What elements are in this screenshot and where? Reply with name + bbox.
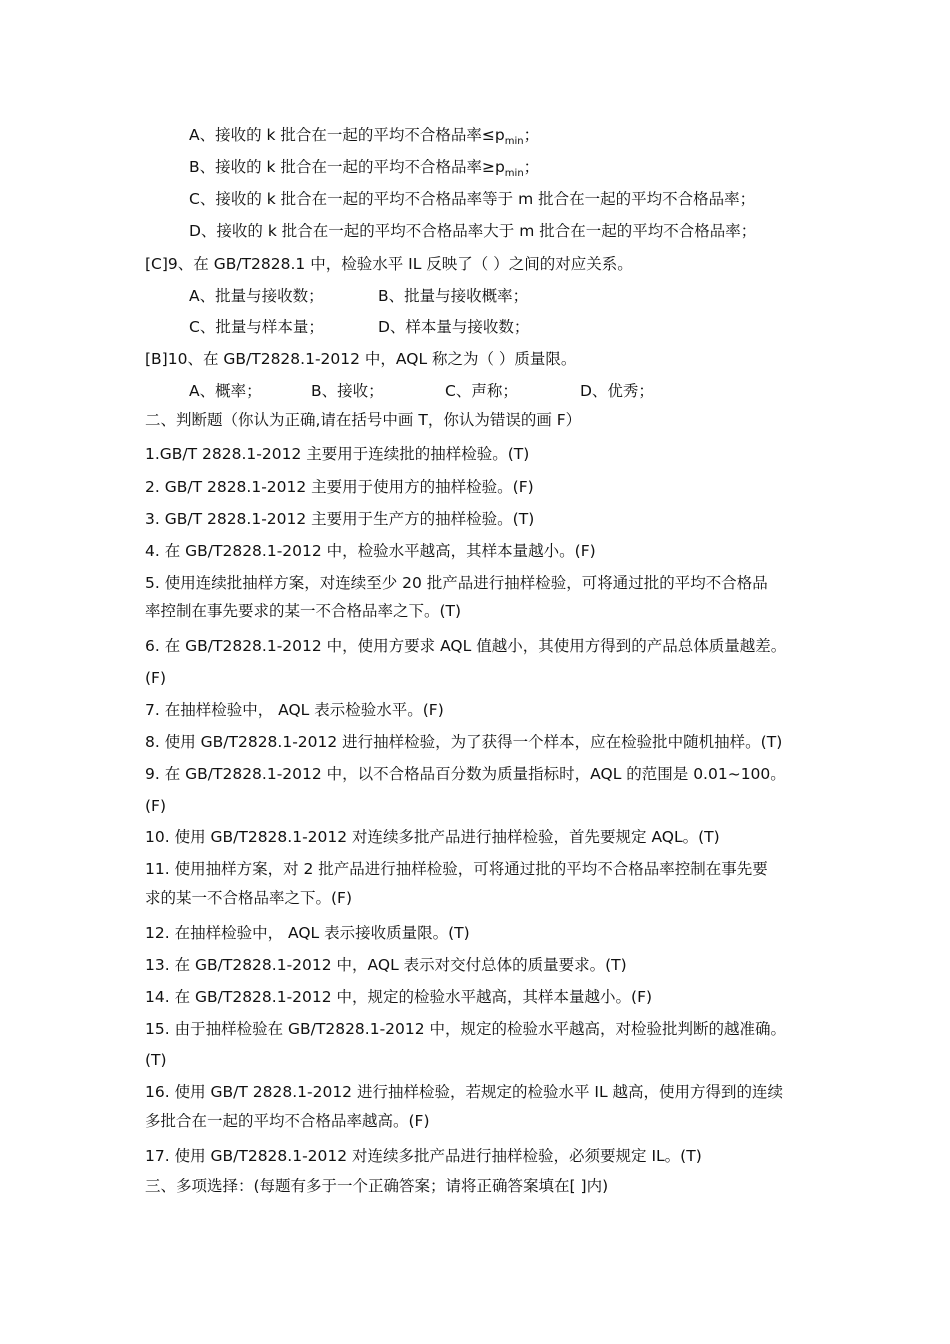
q10-stem: [B]10、在 GB/T2828.1-2012 中，AQL 称之为（ ）质量限。 — [145, 350, 577, 368]
tf-line: 10. 使用 GB/T2828.1-2012 对连续多批产品进行抽样检验，首先要规定 AQL。(T) — [145, 828, 720, 846]
tf-line: 12. 在抽样检验中， AQL 表示接收质量限。(T) — [145, 924, 470, 942]
section2-heading: 二、判断题（你认为正确,请在括号中画 T，你认为错误的画 F） — [145, 411, 582, 429]
q8-option-d: D、接收的 k 批合在一起的平均不合格品率大于 m 批合在一起的平均不合格品率； — [189, 222, 757, 240]
q9-options-row1 — [189, 285, 528, 307]
tf-line: 1.GB/T 2828.1-2012 主要用于连续批的抽样检验。(T) — [145, 445, 530, 463]
tf-line: 14. 在 GB/T2828.1-2012 中，规定的检验水平越高，其样本量越小。(F) — [145, 988, 653, 1006]
tf-line: 求的某一不合格品率之下。(F) — [145, 889, 353, 907]
q10-options-row — [189, 380, 654, 402]
q8-option-b-text: B、接收的 k 批合在一起的平均不合格品率≥p — [189, 158, 505, 176]
q10-option-d: D、优秀； — [580, 382, 654, 400]
q9-option-b: B、批量与接收概率； — [378, 287, 529, 305]
q9-options-row2 — [189, 316, 529, 338]
tf-line: 3. GB/T 2828.1-2012 主要用于生产方的抽样检验。(T) — [145, 510, 535, 528]
q8-option-b-subscript: min — [504, 168, 524, 179]
tf-line: (T) — [145, 1051, 167, 1069]
tf-line: 15. 由于抽样检验在 GB/T2828.1-2012 中，规定的检验水平越高，对检验批判断的越准确。 — [145, 1020, 787, 1038]
q9-stem: [C]9、在 GB/T2828.1 中，检验水平 IL 反映了（ ）之间的对应关系。 — [145, 255, 633, 273]
tf-line: 6. 在 GB/T2828.1-2012 中，使用方要求 AQL 值越小，其使用方得到的产品总体质量越差。 — [145, 637, 787, 655]
q8-option-a-subscript: min — [504, 136, 524, 147]
tf-line: 2. GB/T 2828.1-2012 主要用于使用方的抽样检验。(F) — [145, 478, 534, 496]
q8-option-a — [189, 124, 539, 146]
tf-line: 11. 使用抽样方案，对 2 批产品进行抽样检验，可将通过批的平均不合格品率控制在事先要 — [145, 860, 768, 878]
q10-option-a: A、概率； — [189, 382, 262, 400]
tf-line: 9. 在 GB/T2828.1-2012 中，以不合格品百分数为质量指标时，AQL 的范围是 0.01~100。 — [145, 765, 786, 783]
tf-line: 8. 使用 GB/T2828.1-2012 进行抽样检验，为了获得一个样本，应在检验批中随机抽样。(T) — [145, 733, 783, 751]
tf-line: (F) — [145, 669, 167, 687]
section3-heading: 三、多项选择：(每题有多于一个正确答案；请将正确答案填在[ ]内) — [145, 1177, 609, 1195]
tf-line: 率控制在事先要求的某一不合格品率之下。(T) — [145, 602, 462, 620]
q9-option-a: A、批量与接收数； — [189, 287, 324, 305]
q8-option-a-end: ； — [523, 126, 540, 144]
tf-line: 16. 使用 GB/T 2828.1-2012 进行抽样检验，若规定的检验水平 IL 越高，使用方得到的连续 — [145, 1083, 784, 1101]
tf-line: 多批合在一起的平均不合格品率越高。(F) — [145, 1112, 430, 1130]
tf-line: 7. 在抽样检验中， AQL 表示检验水平。(F) — [145, 701, 444, 719]
tf-line: 5. 使用连续批抽样方案，对连续至少 20 批产品进行抽样检验，可将通过批的平均不合格品 — [145, 574, 768, 592]
q10-option-b: B、接收； — [311, 382, 384, 400]
q10-option-c: C、声称； — [445, 382, 518, 400]
q8-option-b — [189, 156, 539, 178]
q8-option-b-end: ； — [523, 158, 540, 176]
q9-option-d: D、样本量与接收数； — [378, 318, 530, 336]
tf-line: 4. 在 GB/T2828.1-2012 中，检验水平越高，其样本量越小。(F) — [145, 542, 596, 560]
tf-line: 17. 使用 GB/T2828.1-2012 对连续多批产品进行抽样检验，必须要规定 IL。(T) — [145, 1147, 702, 1165]
q8-option-a-text: A、接收的 k 批合在一起的平均不合格品率≤p — [189, 126, 505, 144]
tf-line: (F) — [145, 797, 167, 815]
q8-option-c: C、接收的 k 批合在一起的平均不合格品率等于 m 批合在一起的平均不合格品率； — [189, 190, 756, 208]
q9-option-c: C、批量与样本量； — [189, 318, 324, 336]
tf-line: 13. 在 GB/T2828.1-2012 中，AQL 表示对交付总体的质量要求。(T) — [145, 956, 627, 974]
